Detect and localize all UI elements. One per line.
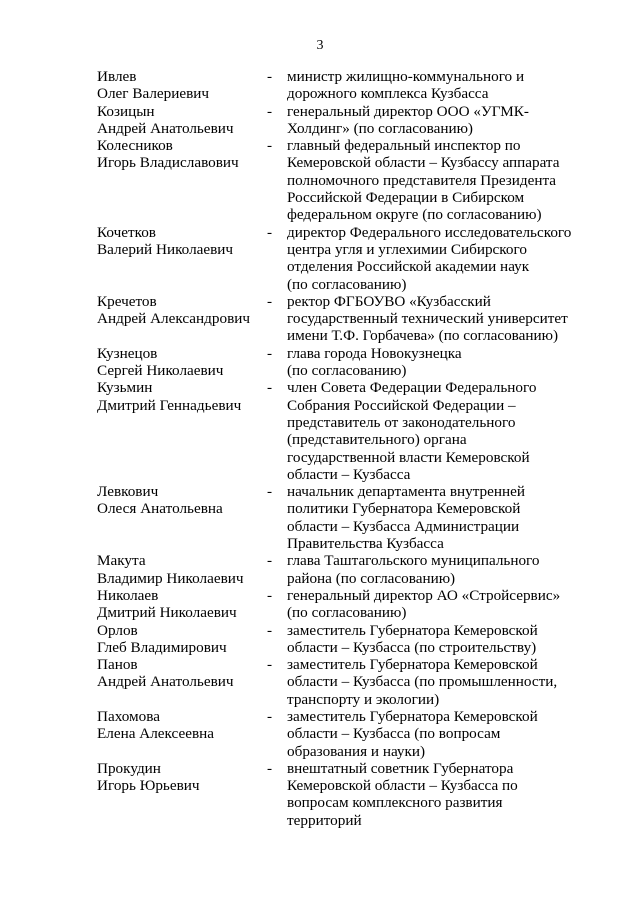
position-line: территорий [287, 811, 362, 829]
member-name [97, 379, 267, 414]
member-given-names: Глеб Владимирович [97, 638, 227, 656]
member-entry [97, 345, 617, 380]
member-given-names: Олег Валериевич [97, 85, 210, 103]
member-given-names: Дмитрий Николаевич [97, 604, 237, 622]
position-line: генеральный директор АО «Стройсервис» [287, 586, 561, 604]
member-given-names: Елена Алексеевна [97, 725, 214, 743]
member-surname: Панов [97, 656, 138, 674]
position-line: глава Таштагольского муниципального [287, 552, 540, 570]
member-position [287, 483, 617, 552]
position-line: заместитель Губернатора Кемеровской [287, 656, 538, 674]
position-line: внештатный советник Губернатора [287, 759, 514, 777]
position-line: отделения Российской академии наук [287, 258, 530, 276]
member-surname: Пахомова [97, 707, 160, 725]
member-position [287, 224, 617, 293]
member-name [97, 103, 267, 138]
member-entry [97, 760, 617, 829]
member-name [97, 622, 267, 657]
position-line: (представительного) органа [287, 431, 467, 449]
position-line: ректор ФГБОУВО «Кузбасский [287, 292, 491, 310]
dash-separator: - [267, 759, 273, 777]
position-line: генеральный директор ООО «УГМК- [287, 102, 529, 120]
member-list [97, 68, 617, 829]
dash-separator: - [267, 223, 273, 241]
member-entry [97, 68, 617, 103]
dash-separator: - [267, 621, 273, 639]
member-given-names: Андрей Анатольевич [97, 119, 234, 137]
position-line: заместитель Губернатора Кемеровской [287, 707, 538, 725]
member-given-names: Игорь Владиславович [97, 154, 239, 172]
member-position [287, 103, 617, 138]
position-line: Российской Федерации в Сибирском [287, 189, 525, 207]
member-given-names: Сергей Николаевич [97, 362, 224, 380]
position-line: области – Кузбасса [287, 465, 411, 483]
dash-separator: - [267, 483, 273, 501]
member-position [287, 552, 617, 587]
dash-separator: - [267, 656, 273, 674]
member-position [287, 622, 617, 657]
position-line: вопросам комплексного развития [287, 794, 503, 812]
position-line: области – Кузбасса (по промышленности, [287, 673, 558, 691]
position-line: Кемеровской области – Кузбасса по [287, 777, 518, 795]
position-line: транспорту и экологии) [287, 690, 440, 708]
member-name [97, 656, 267, 691]
dash-separator: - [267, 586, 273, 604]
position-line: глава города Новокузнецка [287, 344, 462, 362]
member-position [287, 760, 617, 829]
member-surname: Кузнецов [97, 344, 158, 362]
member-surname: Кречетов [97, 292, 157, 310]
position-line: Холдинг» (по согласованию) [287, 119, 473, 137]
position-line: Кемеровской области – Кузбассу аппарата [287, 154, 560, 172]
dash-separator: - [267, 102, 273, 120]
dash-separator: - [267, 552, 273, 570]
position-line: директор Федерального исследовательского [287, 223, 572, 241]
member-surname: Николаев [97, 586, 159, 604]
member-entry [97, 622, 617, 657]
dash-separator: - [267, 137, 273, 155]
member-given-names: Дмитрий Геннадьевич [97, 396, 242, 414]
member-given-names: Владимир Николаевич [97, 569, 244, 587]
member-surname: Орлов [97, 621, 138, 639]
position-line: (по согласованию) [287, 362, 407, 380]
member-name [97, 137, 267, 172]
position-line: имени Т.Ф. Горбачева» (по согласованию) [287, 327, 559, 345]
position-line: (по согласованию) [287, 275, 407, 293]
member-surname: Макута [97, 552, 146, 570]
member-given-names: Андрей Александрович [97, 310, 251, 328]
position-line: области – Кузбасса (по вопросам [287, 725, 501, 743]
dash-separator: - [267, 707, 273, 725]
position-line: полномочного представителя Президента [287, 171, 557, 189]
dash-separator: - [267, 379, 273, 397]
dash-separator: - [267, 292, 273, 310]
member-entry [97, 293, 617, 345]
member-entry [97, 656, 617, 708]
member-name [97, 708, 267, 743]
member-surname: Кузьмин [97, 379, 153, 397]
member-name [97, 552, 267, 587]
member-entry [97, 708, 617, 760]
member-name [97, 483, 267, 518]
position-line: государственный технический университет [287, 310, 568, 328]
dash-separator: - [267, 344, 273, 362]
member-entry [97, 103, 617, 138]
member-entry [97, 587, 617, 622]
member-name [97, 68, 267, 103]
position-line: политики Губернатора Кемеровской [287, 500, 521, 518]
member-position [287, 587, 617, 622]
member-given-names: Андрей Анатольевич [97, 673, 234, 691]
position-line: Правительства Кузбасса [287, 535, 444, 553]
member-entry [97, 552, 617, 587]
member-name [97, 760, 267, 795]
member-surname: Колесников [97, 137, 173, 155]
member-name [97, 587, 267, 622]
member-given-names: Олеся Анатольевна [97, 500, 223, 518]
member-name [97, 293, 267, 328]
member-position [287, 656, 617, 708]
member-position [287, 293, 617, 345]
position-line: (по согласованию) [287, 604, 407, 622]
member-entry [97, 379, 617, 483]
position-line: главный федеральный инспектор по [287, 137, 521, 155]
member-given-names: Валерий Николаевич [97, 240, 234, 258]
position-line: министр жилищно-коммунального и [287, 68, 525, 85]
member-position [287, 68, 617, 103]
member-entry [97, 483, 617, 552]
position-line: государственной власти Кемеровской [287, 448, 530, 466]
position-line: член Совета Федерации Федерального [287, 379, 537, 397]
member-position [287, 708, 617, 760]
member-position [287, 379, 617, 483]
position-line: района (по согласованию) [287, 569, 456, 587]
member-surname: Левкович [97, 483, 159, 501]
page-number: 3 [316, 38, 324, 53]
dash-separator: - [267, 68, 273, 85]
position-line: Собрания Российской Федерации – [287, 396, 516, 414]
member-position [287, 137, 617, 223]
member-surname: Прокудин [97, 759, 161, 777]
position-line: заместитель Губернатора Кемеровской [287, 621, 538, 639]
position-line: дорожного комплекса Кузбасса [287, 85, 489, 103]
position-line: области – Кузбасса (по строительству) [287, 638, 537, 656]
member-entry [97, 137, 617, 223]
member-surname: Ивлев [97, 68, 137, 85]
member-entry [97, 224, 617, 293]
position-line: представитель от законодательного [287, 413, 516, 431]
member-name [97, 224, 267, 259]
member-surname: Кочетков [97, 223, 156, 241]
member-name [97, 345, 267, 380]
position-line: федеральном округе (по согласованию) [287, 206, 542, 224]
position-line: центра угля и углехимии Сибирского [287, 240, 527, 258]
member-position [287, 345, 617, 380]
position-line: начальник департамента внутренней [287, 483, 526, 501]
position-line: области – Кузбасса Администрации [287, 517, 520, 535]
position-line: образования и науки) [287, 742, 426, 760]
member-given-names: Игорь Юрьевич [97, 777, 200, 795]
member-surname: Козицын [97, 102, 155, 120]
